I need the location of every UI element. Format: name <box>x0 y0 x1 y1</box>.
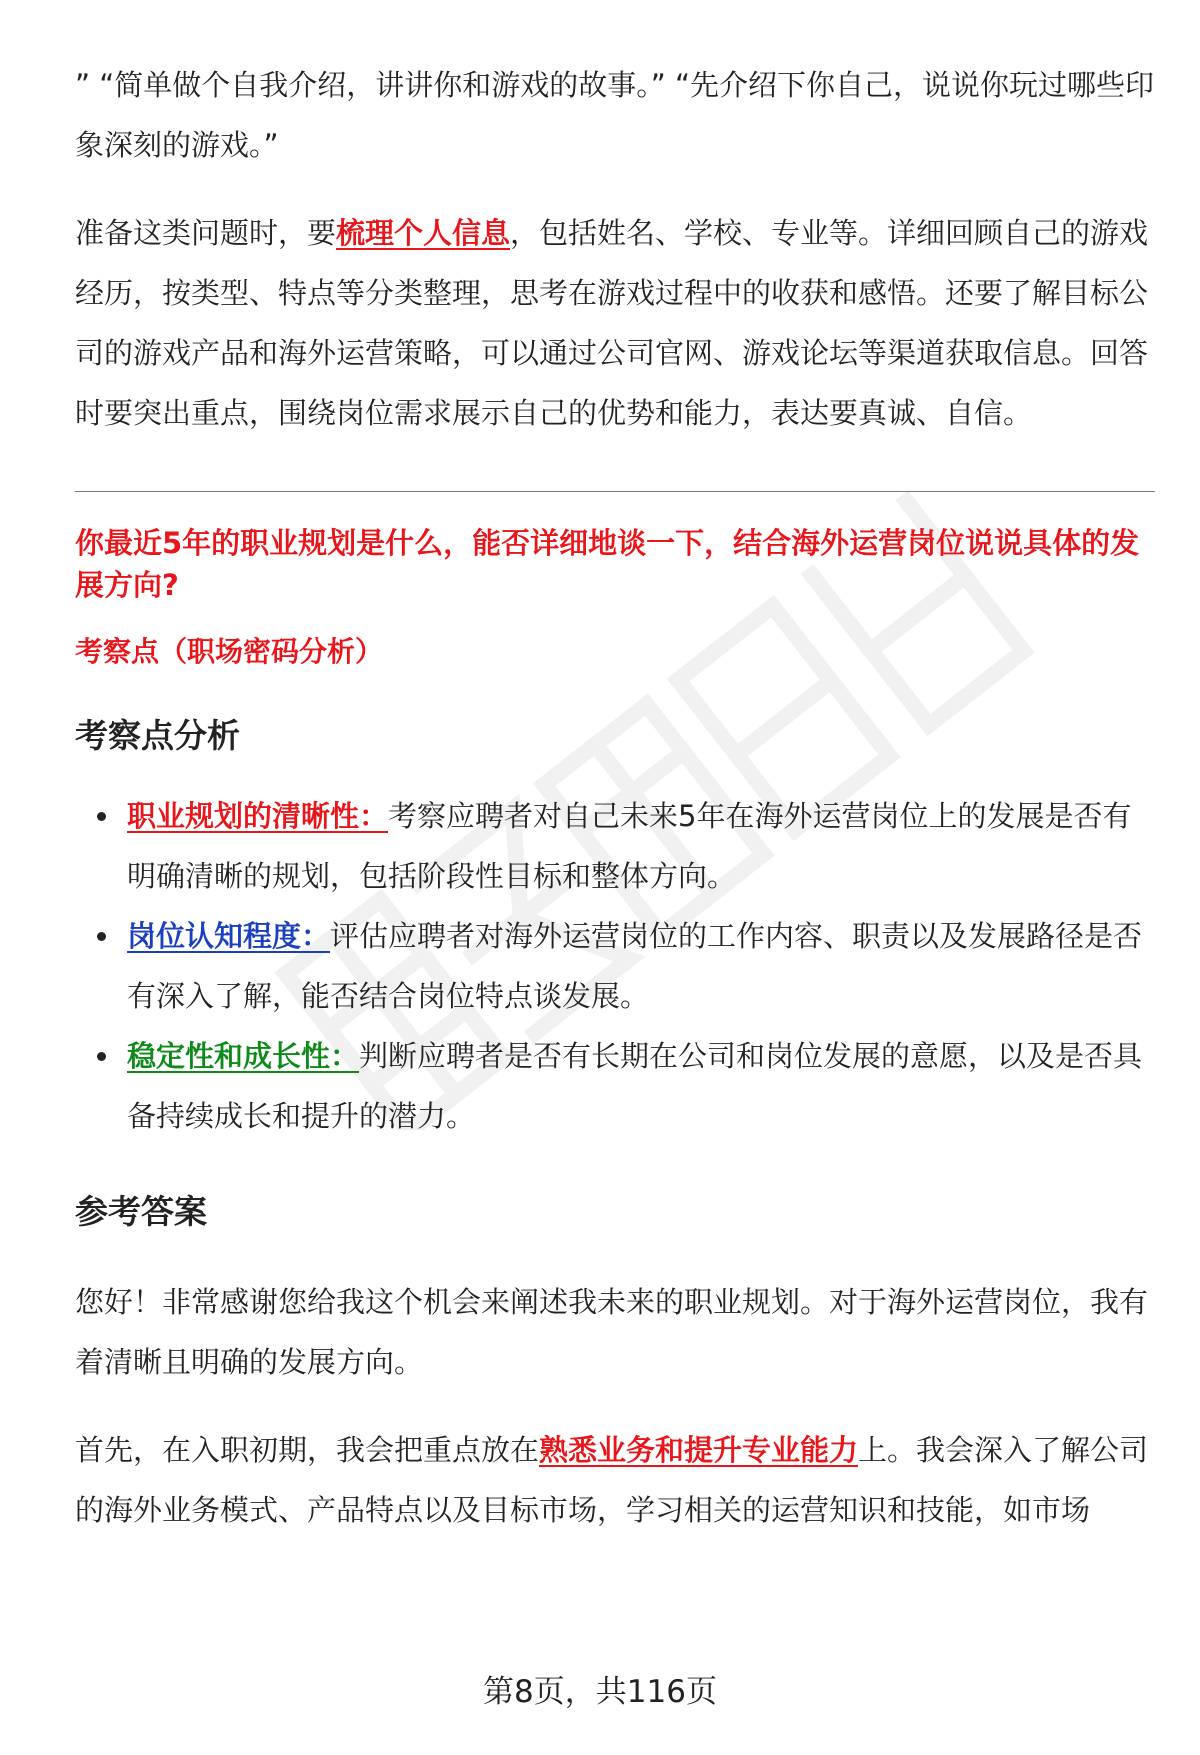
analysis-point-clarity <box>127 786 1160 906</box>
kaocha-label: 考察点（职场密码分析） <box>75 635 384 668</box>
prep-text-after: ，包括姓名、学校、专业等。详细回顾自己的游戏经历，按类型、特点等分类整理，思考在游戏过程中的收获和感悟。还要了解目标公司的游戏产品和海外运营策略，可以通过公司官网、游戏论坛等渠道获取信息。回答时要突出重点，围绕岗位需求展示自己的优势和能力，表达要真诚、自信。 <box>75 216 1149 430</box>
page-number-footer: 第8页，共116页 <box>483 1674 717 1710</box>
question-title: 你最近5年的职业规划是什么，能否详细地谈一下，结合海外运营岗位说说具体的发展方向? <box>75 526 1140 602</box>
answer-paragraph-1: 您好！非常感谢您给我这个机会来阐述我未来的职业规划。对于海外运营岗位，我有着清晰且明确的发展方向。 <box>75 1285 1149 1379</box>
analysis-point-stability <box>127 1026 1160 1146</box>
analysis-point-text: 判断应聘者是否有长期在公司和岗位发展的意愿，以及是否具备持续成长和提升的潜力。 <box>127 1039 1143 1133</box>
analysis-point-role-cognition <box>127 906 1160 1026</box>
prep-text-before: 准备这类问题时，要 <box>75 216 337 250</box>
analysis-points <box>75 786 1160 1146</box>
analysis-heading: 考察点分析 <box>75 716 240 755</box>
answer-text-before: 首先，在入职初期，我会把重点放在 <box>75 1433 540 1467</box>
answer-paragraph-2 <box>75 1420 1160 1540</box>
analysis-point-title: 稳定性和成长性： <box>127 1039 360 1073</box>
bullet-icon <box>97 932 106 941</box>
prep-highlight: 梳理个人信息 <box>336 216 511 250</box>
analysis-point-text: 考察应聘者对自己未来5年在海外运营岗位上的发展是否有明确清晰的规划，包括阶段性目标和整体方向。 <box>127 799 1132 893</box>
bullet-icon <box>97 812 106 821</box>
analysis-point-text: 评估应聘者对海外运营岗位的工作内容、职责以及发展路径是否有深入了解，能否结合岗位特点谈发展。 <box>127 919 1143 1013</box>
section-divider <box>75 491 1155 492</box>
analysis-point-title: 职业规划的清晰性： <box>127 799 389 833</box>
intro-quote-paragraph: ” “简单做个自我介绍，讲讲你和游戏的故事。” “先介绍下你自己，说说你玩过哪些印象深刻的游戏。” <box>75 68 1155 162</box>
answer-heading: 参考答案 <box>75 1192 207 1231</box>
document-page <box>75 55 1160 1540</box>
answer-highlight: 熟悉业务和提升专业能力 <box>539 1433 859 1467</box>
prep-paragraph <box>75 203 1160 443</box>
analysis-point-title: 岗位认知程度： <box>127 919 331 953</box>
bullet-icon <box>97 1052 106 1061</box>
answer-text-after: 上。我会深入了解公司的海外业务模式、产品特点以及目标市场，学习相关的运营知识和技能，如市场 <box>75 1433 1149 1527</box>
